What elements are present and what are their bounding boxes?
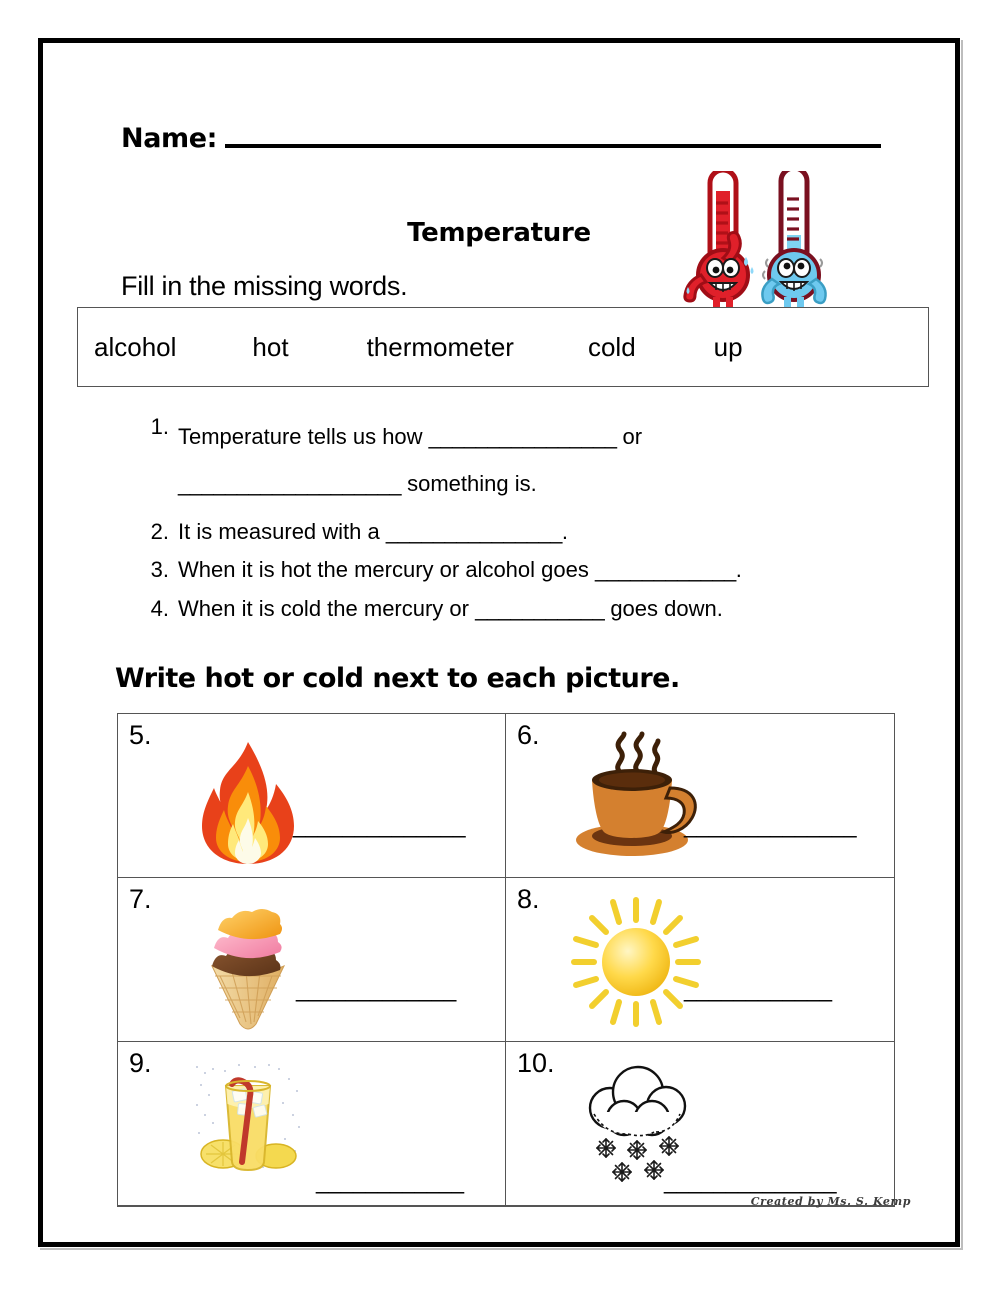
question-1-text-mid: or	[616, 424, 643, 449]
word-bank-item-hot: hot	[252, 331, 289, 362]
name-label: Name:	[121, 123, 218, 154]
picture-grid-row-2	[118, 878, 894, 1042]
question-4-text-pre: When it is cold the mercury or	[178, 595, 476, 621]
question-1-blank-2[interactable]: ___________________	[178, 471, 401, 497]
question-1-number: 1.	[150, 414, 169, 439]
word-bank-item-alcohol: alcohol	[94, 331, 177, 362]
question-1	[143, 413, 903, 508]
picture-cell-8	[506, 878, 894, 1041]
question-3-blank[interactable]: ____________	[594, 557, 736, 583]
picture-cell-10-number: 10.	[517, 1048, 555, 1078]
question-1-text-post: something is.	[400, 471, 537, 497]
fire-icon	[178, 728, 318, 868]
picture-cell-5-answer-blank[interactable]: ______________	[293, 812, 466, 838]
picture-cell-5-number: 5.	[129, 720, 152, 750]
question-3	[143, 556, 903, 585]
name-write-line[interactable]	[225, 143, 881, 148]
picture-cell-6-answer-blank[interactable]: ______________	[684, 812, 857, 838]
lemonade-icon	[178, 1056, 318, 1196]
picture-cell-9	[118, 1042, 506, 1205]
word-bank-item-thermometer: thermometer	[366, 331, 514, 362]
word-bank-item-up: up	[713, 331, 743, 362]
picture-cell-10	[506, 1042, 894, 1205]
thermometer-mascots	[668, 171, 838, 316]
question-3-text-post: .	[735, 557, 742, 583]
credit-text: Created by Ms. S. Kemp	[750, 1195, 911, 1208]
picture-cell-5	[118, 714, 506, 877]
worksheet-page-border	[38, 38, 960, 1247]
sun-icon	[566, 892, 706, 1032]
page-title: Temperature	[407, 218, 591, 248]
question-4-blank[interactable]: ___________	[475, 595, 605, 621]
hot-coffee-icon	[566, 728, 706, 868]
picture-cell-6	[506, 714, 894, 877]
word-bank-item-cold: cold	[587, 331, 636, 362]
question-2-text-pre: It is measured with a	[178, 518, 386, 544]
name-row	[121, 123, 881, 154]
section-2-heading: Write hot or cold next to each picture.	[115, 663, 680, 694]
picture-grid-row-3	[118, 1042, 894, 1205]
picture-grid-row-1	[118, 714, 894, 878]
picture-cell-10-answer-blank[interactable]: ______________	[664, 1168, 837, 1194]
question-2	[143, 518, 903, 547]
question-3-body	[178, 556, 903, 585]
question-4-body	[178, 595, 903, 624]
question-3-text-pre: When it is hot the mercury or alcohol goes	[178, 557, 595, 583]
question-3-number: 3.	[150, 557, 169, 583]
instruction-text: Fill in the missing words.	[121, 271, 408, 301]
question-1-body	[178, 413, 903, 508]
red-thermometer-icon	[685, 171, 754, 311]
picture-cell-9-number: 9.	[129, 1048, 152, 1078]
question-4-number: 4.	[150, 595, 169, 621]
picture-cell-8-number: 8.	[517, 884, 540, 914]
picture-cell-7	[118, 878, 506, 1041]
question-4	[143, 595, 903, 624]
question-1-blank-1[interactable]: ________________	[428, 424, 617, 449]
question-2-number: 2.	[150, 518, 169, 544]
picture-cell-8-answer-blank[interactable]: ____________	[684, 976, 832, 1002]
word-bank-box	[77, 307, 929, 387]
ice-cream-icon	[178, 892, 318, 1032]
question-1-text-pre: Temperature tells us how	[178, 424, 429, 449]
picture-cell-7-number: 7.	[129, 884, 152, 914]
blue-thermometer-icon	[762, 171, 825, 309]
picture-cell-6-number: 6.	[517, 720, 540, 750]
question-2-text-post: .	[561, 518, 569, 544]
picture-cell-9-answer-blank[interactable]: ____________	[316, 1168, 464, 1194]
question-4-text-post: goes down.	[604, 595, 723, 621]
picture-cell-7-answer-blank[interactable]: _____________	[296, 976, 456, 1002]
question-2-blank[interactable]: _______________	[385, 518, 562, 544]
questions-list	[143, 413, 903, 623]
question-2-body	[178, 518, 903, 547]
picture-grid	[117, 713, 895, 1207]
